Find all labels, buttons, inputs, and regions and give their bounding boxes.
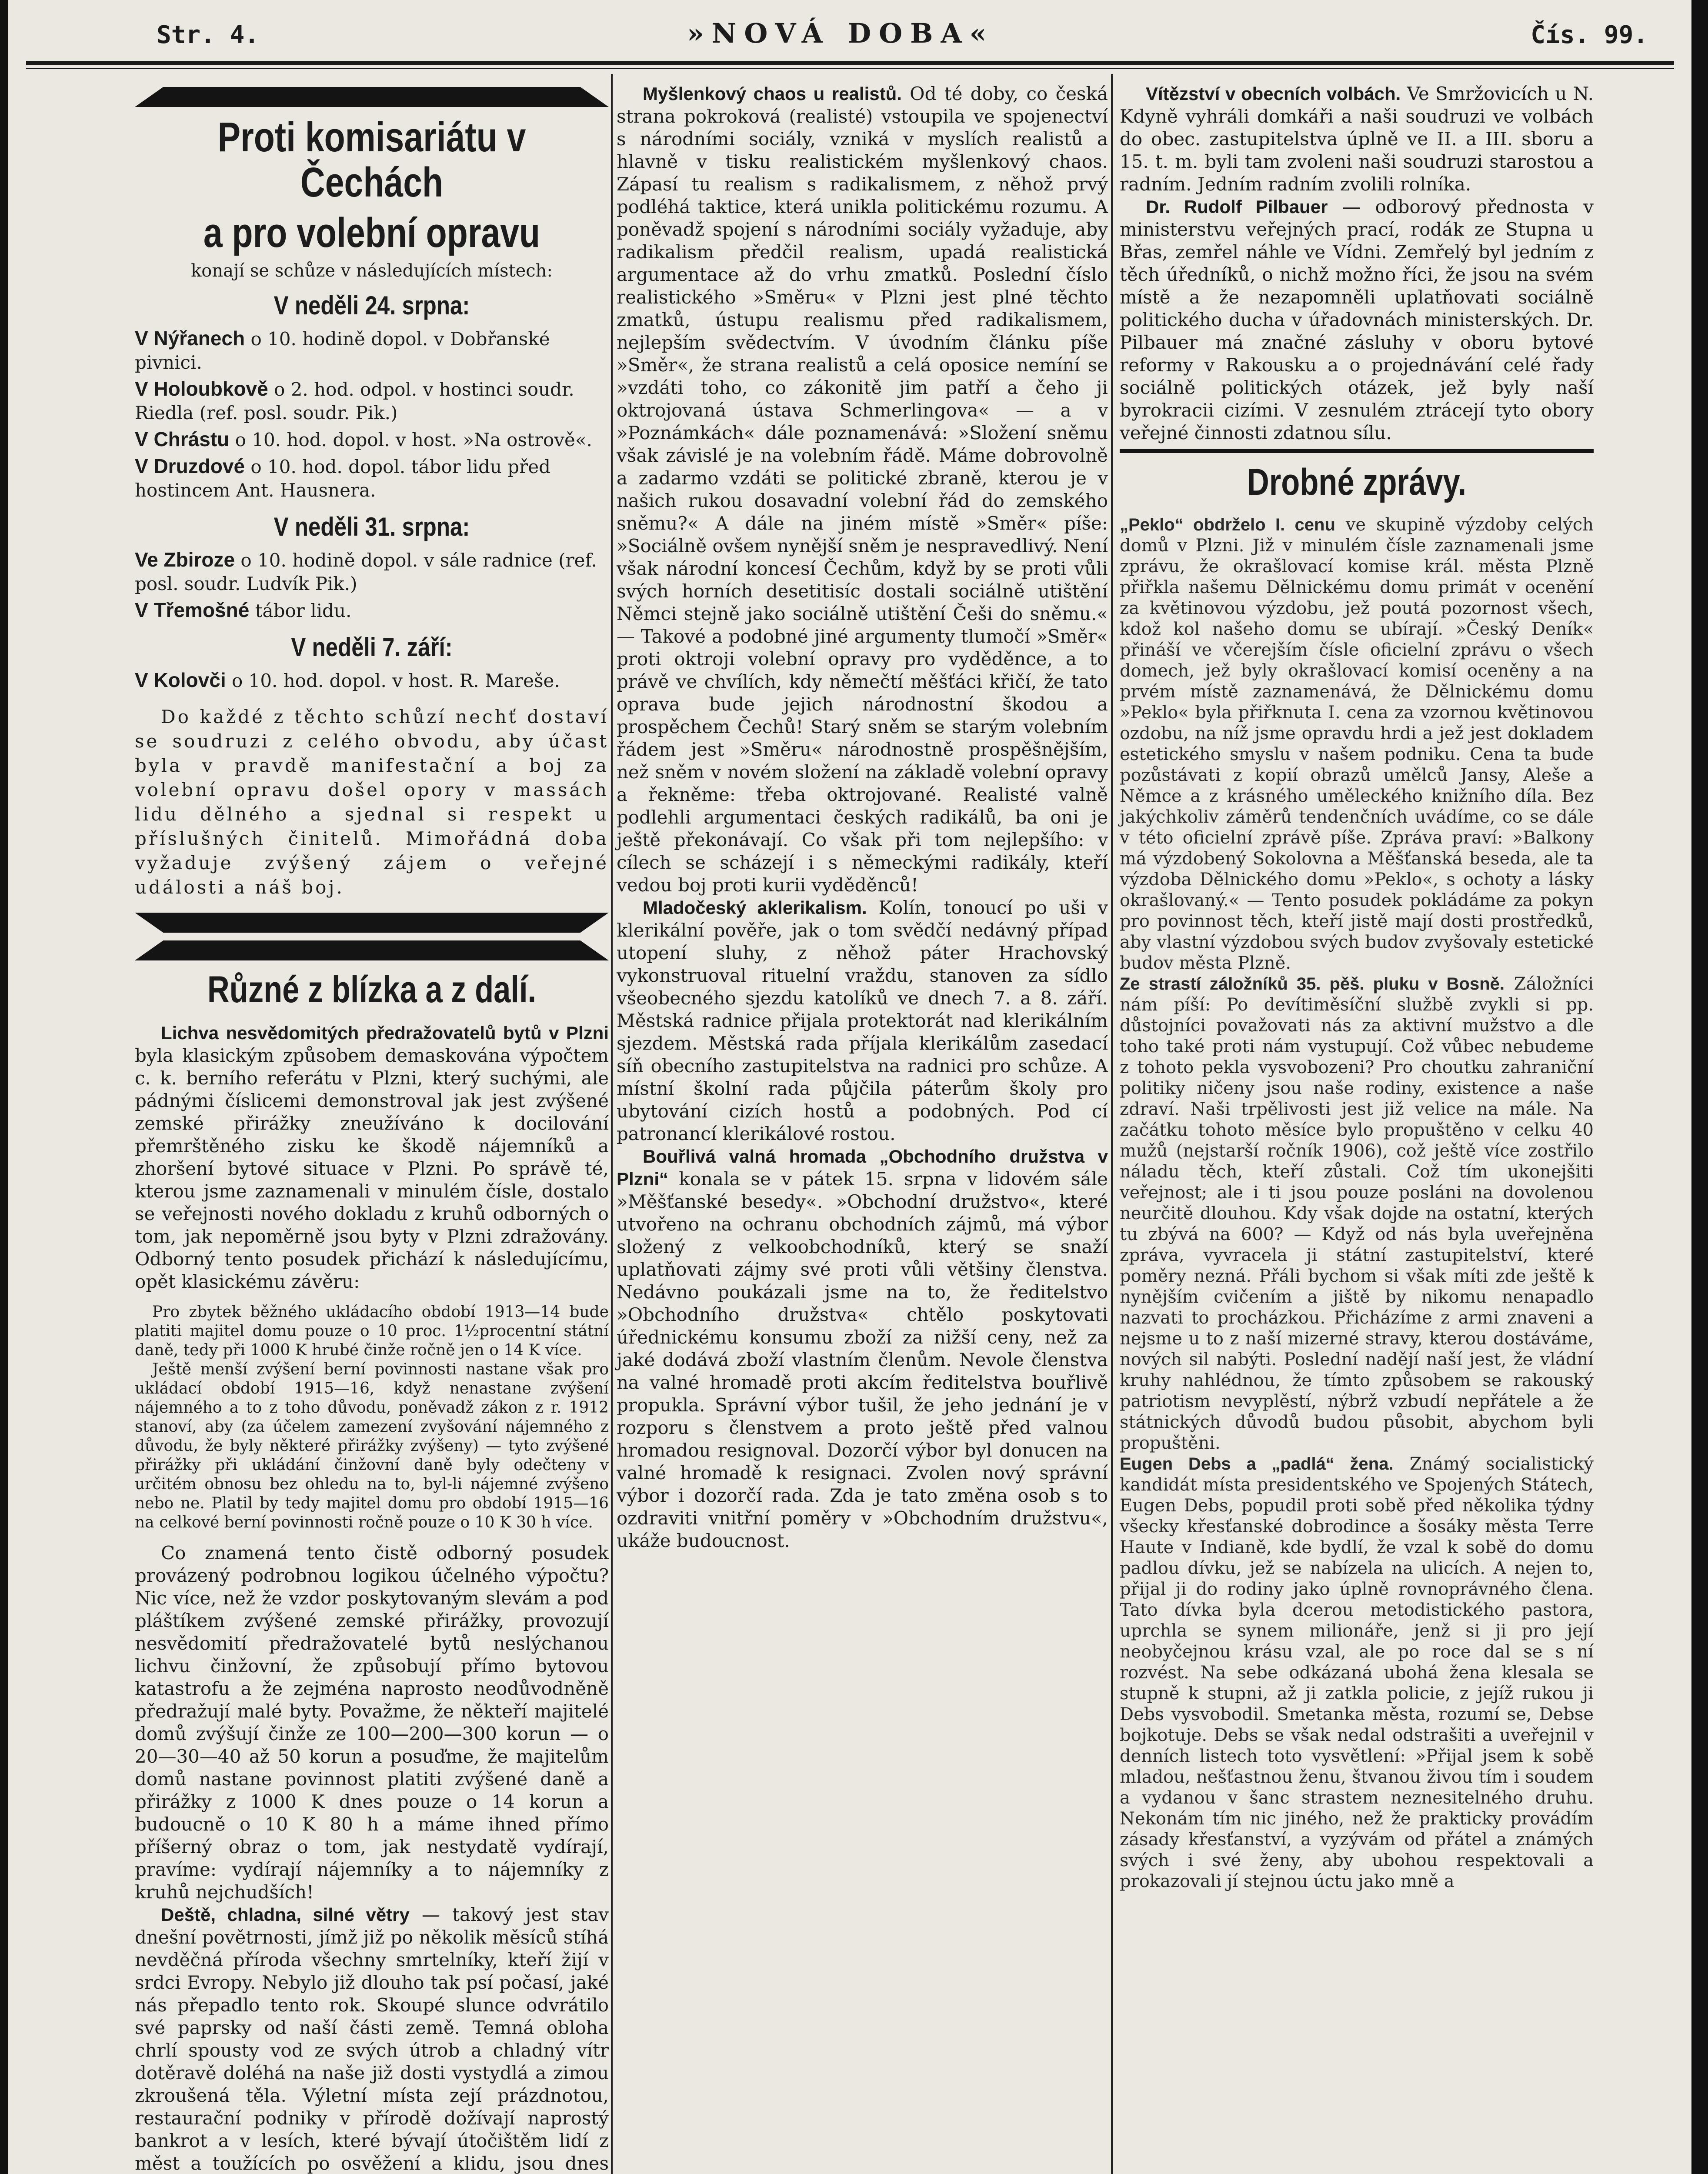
section-title: Drobné zprávy. — [1247, 461, 1467, 503]
article-paragraph — [1120, 1454, 1594, 1892]
column-rule-1 — [611, 74, 613, 2174]
meeting-place: V Chrástu — [135, 428, 230, 450]
meeting-details: tábor lidu. — [249, 600, 352, 621]
decorative-bar — [135, 940, 609, 960]
article-lead: Vítězství v obecních volbách. — [1146, 83, 1401, 104]
meeting-place: V Třemošné — [135, 599, 250, 621]
column-2 — [617, 83, 1108, 1552]
section-divider — [1120, 449, 1594, 453]
header-rule — [26, 61, 1674, 65]
article-text: Ve Smržovicích u N. Kdyně vyhráli domkáři a naši soudruzi ve volbách do obec. zastupitelstva úplně ve II. a III. sboru a 15. t. m. byli tam zvoleni naši soudruzi starostou a radním. Jedním radním zvolili rolníka. — [1120, 83, 1594, 195]
article-text: Kolín, tonoucí po uši v klerikální pověře, jak o tom svědčí nedávný případ utopení sluhy, z něhož páter Hrachovský vykonstruoval rituelní vraždu, stanoven za sídlo všeobecného sjezdu katolíků ve dnech 7. a 8. září. Městská radnice přijala protektorát nad klerikálním sjezdem. Městská rada příjala klerikálům zasedací síň obecního zastupitelstva na radnici pro schůze. A místní školní rada půjčila páterům školy pro ubytování cizích hostů a podobných. Pod cí patronancí klerikálové rostou. — [617, 897, 1108, 1144]
article-lead: Lichva nesvědomitých předražovatelů bytů v Plzni — [161, 1023, 609, 1043]
article-lead: Ze strastí záložníků 35. pěš. pluku v Bosně. — [1120, 974, 1505, 994]
article-quote: Ještě menší zvýšení berní povinnosti nastane však pro ukládací období 1915—16, když nenastane zvýšení nájemného a to z toho důvodu, poněvadž zákon z r. 1912 stanoví, aby (za účelem zamezení zvyšování nájemného z důvodu, že byly některé přirážky zvýšeny) — tyto zvýšené přirážky při ukládání činžovní daně byly odečteny v určitém obnosu bez ohledu na to, byl-li nájemné zvýšeno nebo ne. Platil by tedy majitel domu pro období 1915—16 na celkové berní povinnosti ročně pouze o 10 K 30 h více. — [135, 1360, 609, 1531]
decorative-bar — [135, 913, 609, 933]
meeting-place: V Holoubkově — [135, 377, 268, 400]
meeting-item — [135, 548, 609, 596]
article-paragraph — [617, 897, 1108, 1145]
notice-subtitle: konají se schůze v následujících místech: — [191, 261, 553, 281]
meeting-details: o 10. hod. dopol. tábor lidu před hostincem Ant. Hausnera. — [135, 456, 550, 501]
article-text: Záložníci nám píší: Po devítiměsíční službě zvykli si pp. důstojníci považovati nás za aktivní mužstvo a dle toho také proti nám vystupují. Což vůbec nebudeme z tohoto pekla vysvobozeni? Pro choutku zahraniční politiky ničeny jsou naše rodiny, existence a naše zdraví. Naši trpělivosti jest již velice na mále. Na začátku tohoto měsíce bylo propuštěno v celku 40 mužů (nejstarší ročník 1906), což ještě více zostřilo náladu těch, kteří zůstali. Což tím ukonejšiti veřejnost; ale i ti jsou pouze posláni na dovolenou neurčitě dlouhou. Kdy však dojde na ostatní, kterých tu zbývá na 600? — Když od nás byla uveřejněna zpráva, vyvracela ji státní zastupitelství, které poměry nezná. Přáli bychom si však míti zde ještě k nynějším cvičením a jiště by nikomu nenapadlo nazvati to procházkou. Přicházíme z armi znaveni a nejsme u to z naší mizerné stravy, kterou dostáváme, nových sil nabýti. Poslední nadějí naší jest, že vládní kruhy nahlédnou, že tímto způsobem se rakouský patriotism nevyplěstí, nýbrž vzbudí nepřátele a že státnických důvodů budou působit, abychom byli propuštěni. — [1120, 974, 1594, 1453]
decorative-bar — [135, 87, 609, 107]
article-text: Známý socialistický kandidát místa presidentského ve Spojených Státech, Eugen Debs, popudil proti sobě před několika týdny všecky křesťanské dobrodince a šosáky města Terre Haute v Indianě, kde bydlí, že vzal k sobě do domu padlou dívku, jež se nabízela na ulicích. A nejen to, přijal ji do rodiny jako úplně rovnoprávného člena. Tato dívka byla dcerou metodistického pastora, uprchla se synem milionáře, jenž si ji pro její neobyčejnou krásu vzal, ale po roce dal se s ní rozvést. Na sebe odkázaná ubohá žena klesala se stupně k stupni, až ji zatkla policie, z jejíž rukou ji Debs vysvobodil. Smetanka města, rozumí se, Debse bojkotuje. Debs se však nedal odstrašiti a uveřejnil v denních listech toto vysvětlení: »Přijal jsem k sobě mladou, nešťastnou ženu, štvanou živou tím i soudem a vydanou v šanc strastem neznesitelného druhu. Nekonám tím nic jiného, než že prakticky provádím zásady křesťanství, a vyzývám od přátel a známých svých i své ženy, aby ubohou respektovali a prokazovali jí stejnou úctu jako mně a — [1120, 1454, 1594, 1891]
article-lead: „Peklo“ obdrželo I. cenu — [1120, 515, 1335, 534]
meeting-item — [135, 427, 609, 452]
article-text: — takový jest stav dnešní povětrnosti, jímž již po několik měsíců stíhá nevděčná příroda všechny smrtelníky, kteří žijí v srdci Evropy. Nebylo již dlouho tak psí počasí, jaké nás přepadlo tento rok. Skoupé slunce odvrátilo své paprsky od naší části země. Temná obloha chrlí spousty vod ze svých útrob a chladný vítr dotěravě doléhá na naše již dosti vystydlá a zimou zkroušená těla. Výletní místa zejí prázdnotou, restaurační podniky v přírodě dožívají naprostý bankrot a v lesích, které bývají útočištěm lidí z měst a toužících po osvěžení a klidu, jsou dnes — [135, 1904, 609, 2174]
newspaper-title: »NOVÁ DOBA« — [687, 17, 994, 49]
header-rule-thin — [26, 68, 1674, 69]
article-lead: Myšlenkový chaos u realistů. — [643, 83, 902, 104]
article-paragraph — [1120, 83, 1594, 196]
meeting-appeal: Do každé z těchto schůzí nechť dostaví se soudruzi z celého obvodu, aby účast byla v pravdě manifestační a boj za volební opravu došel opory v massách lidu dělného a sjednal si respekt u příslušných činitelů. Mimořádná doba vyžaduje zvýšený zájem o veřejné události a náš boj. — [135, 706, 609, 898]
meeting-item — [135, 598, 609, 623]
meeting-place: V Kolovči — [135, 669, 226, 691]
article-lead: Mladočeský aklerikalism. — [643, 897, 867, 918]
column-rule-2 — [1111, 74, 1113, 2174]
article-paragraph — [617, 1145, 1108, 1552]
meeting-item — [135, 327, 609, 374]
scan-edge-left — [0, 0, 8, 2174]
article-paragraph: Co znamená tento čistě odborný posudek provázený podrobnou logikou účelného výpočtu? Nic více, než že vzdor poskytovaným slevám a pod pláštíkem zvýšené zemské přirážky, provozují nesvědomití předražovatelé bytů neslýchanou lichvu činžovní, že způsobují přímo bytovou katastrofu a že zejména naprosto neodůvodněně předražují malé byty. Považme, že někteří majitelé domů zvýšují činže ze 100—200—300 korun — o 20—30—40 až 50 korun a posuďme, že majitelům domů nastane povinnost platiti zvýšené daně a přirážky z 1000 K dnes pouze o 14 korun a budoucně o 10 K 80 h a máme ihned přímo příšerný obraz o tom, jak nestydatě vydírají, pravíme: vydírají nájemníky a to nájemníky z kruhů nejchudších! — [135, 1542, 609, 1903]
article-paragraph — [617, 83, 1108, 897]
article-paragraph — [1120, 974, 1594, 1454]
page-header — [26, 13, 1674, 61]
article-text: ve skupině výzdoby celých domů v Plzni. Již v minulém čísle zaznamenali jsme zprávu, že okrašlovací komise král. města Plzně přiřkla našemu Dělnickému domu primát v ocenění za květinovou výzdobu, jež poutá pozornost všech, kdož kol našeho domu se ubírají. »Český Deník« přináší ve včerejším čísle oficielní zprávu o všech domech, jež byly okrašlovací komisí oceněny a na prvém místě zaznamenává, že Dělnickému domu »Peklo« byla přiřknuta I. cena za vzornou květinovou ozdobu, na níž jsme opravdu hrdi a jež jest dokladem estetického smyslu v našem podniku. Cena ta bude pozůstávati z kopií obrazů umělců Jansy, Aleše a Němce a z krásného uměleckého knižního díla. Bez jakýchkoliv záměrů tendenčních uvádíme, co se dále v této oficielní zprávě píše. Zpráva praví: »Balkony má výzdobený Sokolovna a Měšťanská beseda, ale ta výzdoba Dělnického domu »Peklo«, s ochoty a lásky okrašlovaný.« — Tento posudek pokládáme za pokyn pro povinnost těch, kteří jistě mají dosti prostředků, aby vlastní výzdobou svých budov zvyšovaly estetické budov města Plzně. — [1120, 515, 1594, 973]
day-heading: V neděli 7. září: — [291, 633, 453, 662]
article-paragraph — [135, 1904, 609, 2174]
page-number: Str. 4. — [157, 21, 260, 49]
article-text: byla klasickým způsobem demaskována výpočtem c. k. berního referátu v Plzni, který suchými, ale pádnými číslicemi demonstroval jak jest zvýšené zemské přirážky zneužíváno k docilování přemrštěného zisku ke škodě nájemníků a zhoršení bytové situace v Plzni. Po správě té, kterou jsme zaznamenali v minulém čísle, dostalo se veřejnosti nového dokladu z kruhů odborných o tom, jak nepoměrně jsou byty v Plzni zdražovány. Odborný tento posudek přichází k následujícímu, opět klasickému závěru: — [135, 1045, 609, 1292]
day-heading: V neděli 24. srpna: — [274, 291, 470, 320]
issue-number: Čís. 99. — [1531, 21, 1648, 49]
column-1 — [135, 83, 609, 2174]
column-3 — [1120, 83, 1594, 1892]
meeting-details: o 2. hod. odpol. v hostinci soudr. Riedla (ref. posl. soudr. Pik.) — [135, 379, 574, 423]
meeting-details: o 10. hod. dopol. v host. R. Mareše. — [226, 670, 560, 691]
meeting-item — [135, 668, 609, 693]
day-heading: V neděli 31. srpna: — [274, 512, 470, 541]
article-paragraph — [1120, 196, 1594, 444]
section-title: Různé z blízka a z dalí. — [207, 969, 537, 1010]
article-lead: Eugen Debs a „padlá“ žena. — [1120, 1454, 1394, 1474]
article-lead: Deště, chladna, silné větry — [161, 1904, 410, 1925]
meeting-details: o 10. hodině dopol. v Dobřanské pivnici. — [135, 328, 550, 373]
meeting-details: o 10. hod. dopol. v host. »Na ostrově«. — [229, 429, 592, 450]
notice-headline-2: a pro volební opravu — [203, 210, 540, 256]
article-text: — odborový přednosta v ministerstvu veřejných prací, rodák ze Stupna u Břas, zemřel náhle ve Vídni. Zemřelý byl jedním z těch úředníků, o nichž možno říci, že jsou na svém místě a že nezapomněli uplatňovati sociálně politického ducha v úřadovnách ministerských. Dr. Pilbauer má značné zásluhy v oboru bytové reformy v Rakousku a o projednávání celé řady sociálně politických otázek, jež byly naší byrokracii cizími. V zesnulém ztrácejí tyto obory veřejné činnosti zdatnou sílu. — [1120, 196, 1594, 443]
meeting-item — [135, 454, 609, 502]
meeting-details: o 10. hodině dopol. v sále radnice (ref. posl. soudr. Ludvík Pik.) — [135, 550, 597, 594]
meeting-place: Ve Zbiroze — [135, 548, 235, 571]
meeting-place: V Nýřanech — [135, 327, 245, 350]
article-lead: Bouřlivá valná hromada „Obchodního družstva v Plzni“ — [617, 1146, 1108, 1189]
notice-headline-1: Proti komisariátu v Čechách — [217, 114, 526, 206]
article-text: Od té doby, co česká strana pokroková (realisté) vstoupila ve spojenectví s národními sociály, vzniká v myslích realistů a hlavně v tisku realistickém myšlenkový chaos. Zápasí tu realism s radikalismem, z něhož prvý podléhá taktice, která unikla politickému rozumu. A poněvadž spojení s národními sociály vyžaduje, aby radikalism předčil realism, upadá realistická argumentace až do vrhu zmatků. Poslední číslo realistického »Směru« v Plzni jest plné těchto zmatků, ústupu realismu před radikalismem, nejlepším svědectvím. V úvodním článku píše »Směr«, že strana realistů a celá oposice nemíní se »vzdáti toho, co zákonitě jim patří a čeho ji oktrojovaná ústava Schmerlingova« — a v »Poznámkách« dále poznamenává: »Složení sněmu však závislé je na volebním řádě. Máme dobrovolně a zadarmo vzdáti se politické zbraně, kterou je v našich rukou dosavadní volební řád do zemského sněmu?« A dále na jiném místě »Směr« píše: »Sociálně ovšem nynější sněm je nespravedlivý. Není však národní koncesí Čechům, když by se proti vůli svých horních desetitisíc dostali sociálně utištění Němci stejně jako sociálně utištění Češi do sněmu.« — Takové a podobné jiné argumenty tlumočí »Směr« proti oktroji volební opravy pro vyděděnce, a to právě ve chvílích, kdy němečtí měšťáci křičí, že tato oprava bude jejich národnostní škodou a prospěchem Čechů! Starý sněm se starým volebním řádem jest »Směru« národnostně prospěšnějším, než sněm v novém složení na základě volební opravy a řekněme: třeba oktrojované. Realisté valně podlehli argumentaci českých radikálů, ba oni je ještě překonávají. Co však při tom nejlepšího: v cílech se scházejí i s německými radikály, kteří vedou boj proti kurii vyděděnců! — [617, 83, 1108, 896]
article-quote: Pro zbytek běžného ukládacího období 1913—14 bude platiti majitel domu pouze o 10 proc. 1½procentní státní daně, tedy při 1000 K hrubé činže ročně jen o 14 K více. — [135, 1303, 609, 1359]
article-paragraph — [1120, 514, 1594, 974]
article-paragraph — [135, 1022, 609, 1293]
scan-edge-right — [1691, 0, 1708, 2174]
article-lead: Dr. Rudolf Pilbauer — [1146, 197, 1328, 217]
meeting-item — [135, 377, 609, 425]
meeting-place: V Druzdové — [135, 455, 245, 477]
article-text: konala se v pátek 15. srpna v lidovém sále »Měšťanské besedy«. »Obchodní družstvo«, které utvořeno na ochranu obchodních zájmů, má výbor složený z velkoobchodníků, který se snaží uplatňovati zájmy své proti vůli většiny členstva. Nedávno poukázali jsme na to, že ředitelstvo »Obchodního družstva« chtělo poskytovati úřednickému konsumu zboží za nižší ceny, než za jaké dodává zboží vlastním členům. Nevole členstva na valné hromadě proti akcím ředitelstva bouřlivě propukla. Správní výbor tušil, že jeho jednání je v rozporu s členstvem a proto ještě před valnou hromadou resignoval. Dozorčí výbor byl donucen na valné hromadě k resignaci. Zvolen nový správní výbor i dozorčí rada. Zda je tato změna osob s to ozdraviti vnitřní poměry v »Obchodním družstvu«, ukáže budoucnost. — [617, 1168, 1108, 1551]
